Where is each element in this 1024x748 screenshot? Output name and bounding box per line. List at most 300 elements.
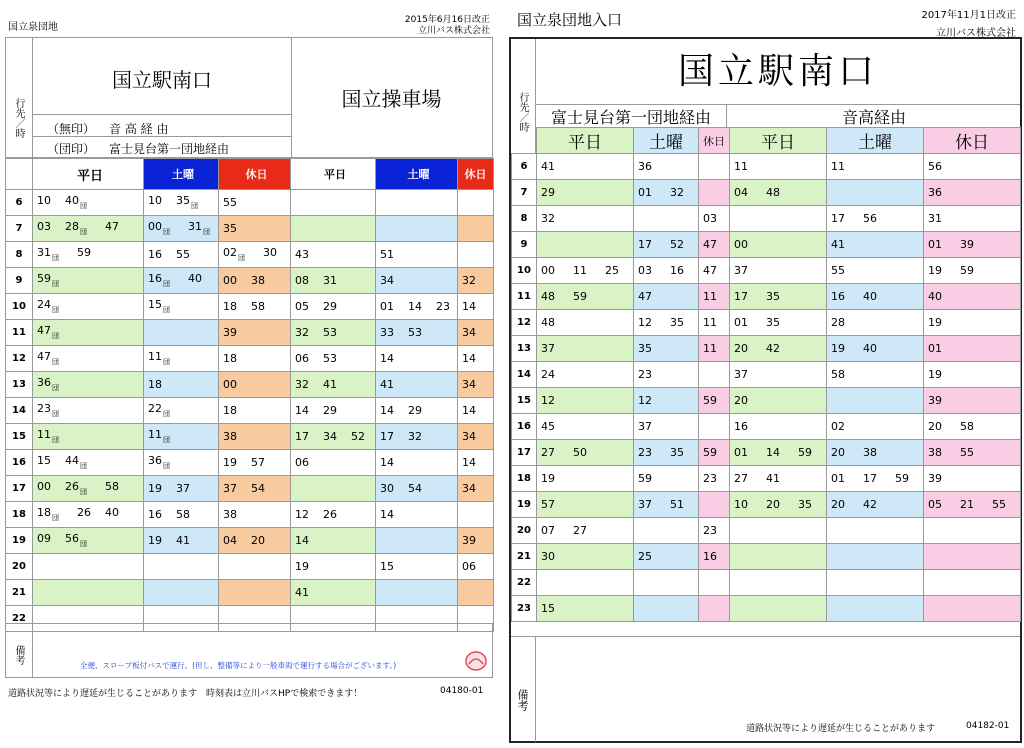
destination-title: 国立駅南口 [677, 51, 878, 92]
departure-minute: 34 [462, 326, 476, 339]
departure-cell [730, 154, 827, 180]
row-label: 行先／時 [6, 38, 33, 157]
departure-cell [699, 544, 730, 570]
hour-label: 18 [512, 466, 537, 492]
hour-row [512, 414, 1021, 440]
danchi-marker: 団 [80, 539, 87, 548]
departure-minute: 10 [734, 498, 748, 511]
hour-label: 9 [512, 232, 537, 258]
departure-minute: 03 [37, 220, 51, 234]
timetable-sheet-kunitachi-izumi-danchi-iriguchi [506, 0, 1024, 748]
hour-label: 20 [512, 518, 537, 544]
departure-minute: 35 [223, 222, 237, 235]
hour-row [6, 320, 494, 346]
departure-cell [219, 320, 291, 346]
departure-cell [827, 440, 924, 466]
hour-label: 6 [6, 190, 33, 216]
departure-minute: 07 [541, 524, 555, 537]
departure-cell [634, 440, 699, 466]
departure-minute: 47 [638, 290, 652, 303]
departure-cell [924, 518, 1021, 544]
departure-minute: 03 [703, 212, 717, 225]
departure-cell [634, 336, 699, 362]
hour-label: 22 [6, 606, 33, 632]
departure-minute: 19 [223, 456, 237, 469]
departure-minute: 11 [703, 342, 717, 355]
departure-minute: 24 [541, 368, 555, 381]
departure-cell [634, 518, 699, 544]
hour-row [512, 466, 1021, 492]
header-holiday-2: 休日 [924, 128, 1021, 154]
departure-minute: $31_団$ [37, 246, 59, 262]
departure-minute: 14 [462, 300, 476, 313]
departure-minute: $47_団$ [37, 324, 59, 340]
departure-cell [924, 492, 1021, 518]
departure-minute: 10 [148, 194, 162, 208]
departure-cell [219, 424, 291, 450]
departure-cell [730, 544, 827, 570]
danchi-marker: 団 [163, 461, 170, 470]
departure-minute: 33 [380, 326, 394, 339]
departure-cell [730, 310, 827, 336]
departure-minute: 27 [541, 446, 555, 459]
departure-minute: 47 [703, 264, 717, 277]
departure-minute: $00_団$ [148, 220, 170, 236]
departure-minute: 39 [960, 238, 974, 251]
departure-minute: 12 [541, 394, 555, 407]
departure-minute: 23 [638, 368, 652, 381]
departure-minute: 18 [223, 352, 237, 365]
departure-minute: 54 [251, 482, 265, 495]
header-holiday: 休日 [699, 128, 730, 154]
departure-minute: 28 [831, 316, 845, 329]
departure-cell [924, 362, 1021, 388]
departure-cell [144, 554, 219, 580]
departure-minute: 35 [670, 316, 684, 329]
departure-cell [219, 580, 291, 606]
danchi-marker: 団 [52, 383, 59, 392]
departure-cell [33, 346, 144, 372]
departure-minute: 10 [37, 194, 51, 208]
departure-cell [537, 284, 634, 310]
departure-minute: 29 [408, 404, 422, 417]
departure-minute: 41 [323, 378, 337, 391]
hour-label: 8 [6, 242, 33, 268]
departure-cell [537, 466, 634, 492]
hour-label: 21 [6, 580, 33, 606]
hour-label: 14 [6, 398, 33, 424]
departure-minute: 16 [703, 550, 717, 563]
danchi-marker: 団 [238, 253, 245, 262]
departure-minute: 15 [380, 560, 394, 573]
departure-minute: 23 [638, 446, 652, 459]
hour-row [6, 580, 494, 606]
departure-cell [699, 180, 730, 206]
departure-cell [33, 398, 144, 424]
departure-minute: 20 [766, 498, 780, 511]
departure-cell [33, 320, 144, 346]
departure-cell [291, 528, 376, 554]
remarks-label: 備考 [511, 637, 536, 742]
departure-cell [219, 554, 291, 580]
departure-cell [33, 372, 144, 398]
departure-minute: $31_団$ [188, 220, 210, 236]
departure-cell [144, 424, 219, 450]
departure-cell [634, 154, 699, 180]
departure-minute: 00 [541, 264, 555, 277]
departure-minute: 20 [734, 342, 748, 355]
departure-cell [699, 284, 730, 310]
departure-minute: 20 [734, 394, 748, 407]
departure-cell [634, 310, 699, 336]
hour-label: 7 [6, 216, 33, 242]
revision-date: 2017年11月1日改正 [921, 10, 1016, 21]
departure-cell [33, 268, 144, 294]
departure-cell [730, 596, 827, 622]
departure-minute: $40_団$ [65, 194, 87, 210]
day-header-row [6, 159, 494, 190]
departure-cell [827, 154, 924, 180]
departure-minute: 09 [37, 532, 51, 546]
departure-cell [827, 596, 924, 622]
departure-minute: 37 [638, 420, 652, 433]
departure-minute: 19 [148, 482, 162, 495]
company-name: 立川バス株式会社 [936, 28, 1016, 39]
hour-label: 11 [6, 320, 33, 346]
departure-minute: 55 [831, 264, 845, 277]
hour-label: 8 [512, 206, 537, 232]
departure-minute: 32 [670, 186, 684, 199]
departure-minute: 19 [831, 342, 845, 355]
departure-cell [144, 294, 219, 320]
departure-minute: 42 [863, 498, 877, 511]
departure-cell [730, 258, 827, 284]
departure-minute: 23 [703, 472, 717, 485]
departure-cell [144, 216, 219, 242]
departure-cell [291, 476, 376, 502]
departure-minute: $36_団$ [37, 376, 59, 392]
header-holiday: 休日 [219, 159, 291, 190]
hour-row [6, 554, 494, 580]
departure-cell [291, 580, 376, 606]
departure-minute: 04 [734, 186, 748, 199]
departure-minute: 12 [638, 316, 652, 329]
departure-minute: 55 [223, 196, 237, 209]
departure-cell [537, 310, 634, 336]
timetable-left [5, 158, 494, 632]
departure-minute: 25 [638, 550, 652, 563]
departure-minute: 57 [541, 498, 555, 511]
hour-label: 16 [512, 414, 537, 440]
departure-minute: 20 [831, 498, 845, 511]
legend-danchi-mark: （団印） [47, 142, 96, 156]
departure-cell [699, 570, 730, 596]
departure-cell [33, 424, 144, 450]
departure-minute: 59 [77, 246, 91, 260]
departure-minute: 41 [766, 472, 780, 485]
departure-cell [924, 180, 1021, 206]
departure-cell [634, 232, 699, 258]
departure-minute: 30 [263, 246, 277, 260]
departure-cell [376, 450, 458, 476]
departure-minute: 17 [831, 212, 845, 225]
departure-minute: 16 [831, 290, 845, 303]
destination-2-title: 国立操車場 [341, 87, 442, 111]
destination-1-title: 国立駅南口 [112, 68, 212, 92]
departure-minute: 32 [295, 378, 309, 391]
departure-cell [827, 284, 924, 310]
departure-cell [219, 502, 291, 528]
departure-minute: 42 [766, 342, 780, 355]
departure-cell [537, 362, 634, 388]
departure-minute: 31 [928, 212, 942, 225]
departure-minute: 20 [928, 420, 942, 433]
departure-cell [827, 570, 924, 596]
departure-minute: $22_団$ [148, 402, 170, 418]
departure-cell [219, 372, 291, 398]
departure-cell [924, 570, 1021, 596]
departure-cell [699, 258, 730, 284]
hour-label: 11 [512, 284, 537, 310]
departure-minute: 59 [895, 472, 909, 485]
departure-minute: 11 [703, 316, 717, 329]
departure-cell [144, 320, 219, 346]
hour-row [512, 154, 1021, 180]
hour-row [512, 206, 1021, 232]
departure-cell [699, 336, 730, 362]
hour-row [6, 216, 494, 242]
departure-minute: 14 [408, 300, 422, 313]
departure-cell [376, 528, 458, 554]
departure-cell [291, 190, 376, 216]
hour-label: 16 [6, 450, 33, 476]
departure-minute: 41 [541, 160, 555, 173]
departure-cell [458, 320, 494, 346]
departure-minute: 17 [863, 472, 877, 485]
departure-minute: 27 [573, 524, 587, 537]
departure-cell [634, 414, 699, 440]
departure-minute: 34 [462, 378, 476, 391]
hour-label: 19 [6, 528, 33, 554]
departure-minute: 16 [734, 420, 748, 433]
hour-label: 10 [6, 294, 33, 320]
departure-cell [634, 466, 699, 492]
departure-minute: 29 [541, 186, 555, 199]
hour-label: 10 [512, 258, 537, 284]
departure-cell [827, 414, 924, 440]
departure-minute: 40 [188, 272, 202, 286]
departure-cell [537, 518, 634, 544]
departure-cell [291, 346, 376, 372]
departure-cell [458, 450, 494, 476]
departure-minute: 01 [380, 300, 394, 313]
departure-minute: $36_団$ [148, 454, 170, 470]
header-block [5, 37, 493, 158]
departure-cell [219, 268, 291, 294]
danchi-marker: 団 [163, 279, 170, 288]
departure-cell [730, 518, 827, 544]
departure-minute: 39 [223, 326, 237, 339]
departure-cell [699, 154, 730, 180]
departure-minute: 58 [176, 508, 190, 521]
legend-plain-mark: （無印） [47, 122, 96, 136]
danchi-marker: 団 [203, 227, 210, 236]
departure-cell [924, 466, 1021, 492]
departure-minute: $15_団$ [148, 298, 170, 314]
departure-minute: 23 [703, 524, 717, 537]
departure-cell [33, 476, 144, 502]
departure-minute: 41 [380, 378, 394, 391]
hour-row [512, 440, 1021, 466]
departure-minute: 25 [605, 264, 619, 277]
danchi-marker: 団 [52, 435, 59, 444]
departure-cell [458, 216, 494, 242]
hour-row [6, 372, 494, 398]
departure-cell [219, 346, 291, 372]
footer-note: 道路状況等により遅延が生じることがあります 時刻表は立川バスHPで検索できます！ [8, 689, 363, 699]
departure-cell [827, 518, 924, 544]
departure-cell [33, 242, 144, 268]
departure-minute: 23 [436, 300, 450, 313]
departure-cell [291, 320, 376, 346]
departure-minute: 27 [734, 472, 748, 485]
departure-minute: 53 [323, 326, 337, 339]
departure-minute: 00 [734, 238, 748, 251]
departure-cell [33, 190, 144, 216]
departure-cell [219, 450, 291, 476]
hour-label: 23 [512, 596, 537, 622]
danchi-marker: 団 [52, 409, 59, 418]
departure-cell [537, 596, 634, 622]
departure-minute: $56_団$ [65, 532, 87, 548]
departure-cell [291, 216, 376, 242]
header-saturday: 土曜 [634, 128, 699, 154]
footer-code: 04182-01 [966, 721, 1010, 731]
departure-minute: $28_団$ [65, 220, 87, 236]
departure-minute: 29 [323, 404, 337, 417]
departure-cell [827, 180, 924, 206]
departure-cell [219, 476, 291, 502]
departure-cell [144, 580, 219, 606]
hour-label: 22 [512, 570, 537, 596]
hour-row [512, 362, 1021, 388]
departure-minute: $02_団$ [223, 246, 245, 262]
departure-minute: 48 [541, 316, 555, 329]
departure-minute: 12 [638, 394, 652, 407]
departure-minute: 40 [863, 342, 877, 355]
departure-cell [144, 190, 219, 216]
departure-minute: 17 [638, 238, 652, 251]
departure-cell [458, 580, 494, 606]
remarks-text: 全便、スロープ板付バスで運行。(但し、整備等により一般車両で運行する場合がございます。) [80, 661, 397, 670]
departure-minute: 58 [251, 300, 265, 313]
departure-cell [458, 398, 494, 424]
departure-cell [537, 388, 634, 414]
departure-minute: 32 [408, 430, 422, 443]
departure-cell [376, 398, 458, 424]
departure-minute: 54 [408, 482, 422, 495]
departure-cell [33, 554, 144, 580]
departure-cell [144, 450, 219, 476]
departure-cell [219, 216, 291, 242]
departure-cell [634, 596, 699, 622]
departure-cell [924, 154, 1021, 180]
departure-cell [699, 518, 730, 544]
departure-cell [458, 268, 494, 294]
departure-cell [699, 440, 730, 466]
departure-cell [458, 528, 494, 554]
departure-minute: 35 [766, 290, 780, 303]
hour-row [512, 388, 1021, 414]
departure-cell [827, 388, 924, 414]
departure-minute: 12 [295, 508, 309, 521]
departure-cell [924, 284, 1021, 310]
departure-cell [537, 154, 634, 180]
departure-cell [699, 206, 730, 232]
remarks-label: 備考 [6, 624, 33, 677]
departure-minute: 26 [77, 506, 91, 520]
departure-cell [144, 502, 219, 528]
departure-minute: 52 [670, 238, 684, 251]
header-weekday: 平日 [537, 128, 634, 154]
departure-cell [730, 284, 827, 310]
departure-cell [537, 414, 634, 440]
departure-minute: 01 [734, 316, 748, 329]
hour-row [6, 398, 494, 424]
departure-cell [537, 180, 634, 206]
departure-minute: 29 [323, 300, 337, 313]
departure-minute: 14 [462, 352, 476, 365]
departure-minute: 14 [380, 404, 394, 417]
hour-row [6, 476, 494, 502]
hour-row [512, 336, 1021, 362]
destination-1-block [33, 38, 292, 157]
departure-minute: 47 [703, 238, 717, 251]
hour-label: 17 [6, 476, 33, 502]
departure-cell [291, 372, 376, 398]
departure-minute: 14 [462, 404, 476, 417]
departure-cell [924, 232, 1021, 258]
revision-date: 2015年6月16日改正 [404, 15, 490, 25]
header-saturday: 土曜 [144, 159, 219, 190]
departure-minute: 20 [251, 534, 265, 547]
departure-minute: 19 [541, 472, 555, 485]
departure-cell [730, 180, 827, 206]
departure-cell [458, 294, 494, 320]
departure-minute: $47_団$ [37, 350, 59, 366]
stop-name: 国立泉団地 [8, 22, 58, 33]
departure-cell [924, 544, 1021, 570]
departure-minute: 37 [734, 368, 748, 381]
departure-minute: 34 [462, 482, 476, 495]
hour-row [512, 544, 1021, 570]
danchi-marker: 団 [80, 227, 87, 236]
departure-cell [699, 596, 730, 622]
departure-cell [537, 570, 634, 596]
bus-logo-icon [464, 650, 488, 672]
danchi-marker: 団 [191, 201, 198, 210]
danchi-marker: 団 [52, 331, 59, 340]
departure-minute: 37 [176, 482, 190, 495]
departure-cell [291, 450, 376, 476]
departure-minute: 30 [541, 550, 555, 563]
hour-label: 15 [6, 424, 33, 450]
departure-cell [376, 320, 458, 346]
departure-minute: 51 [670, 498, 684, 511]
hour-label: 7 [512, 180, 537, 206]
departure-minute: 02 [831, 420, 845, 433]
departure-cell [291, 294, 376, 320]
